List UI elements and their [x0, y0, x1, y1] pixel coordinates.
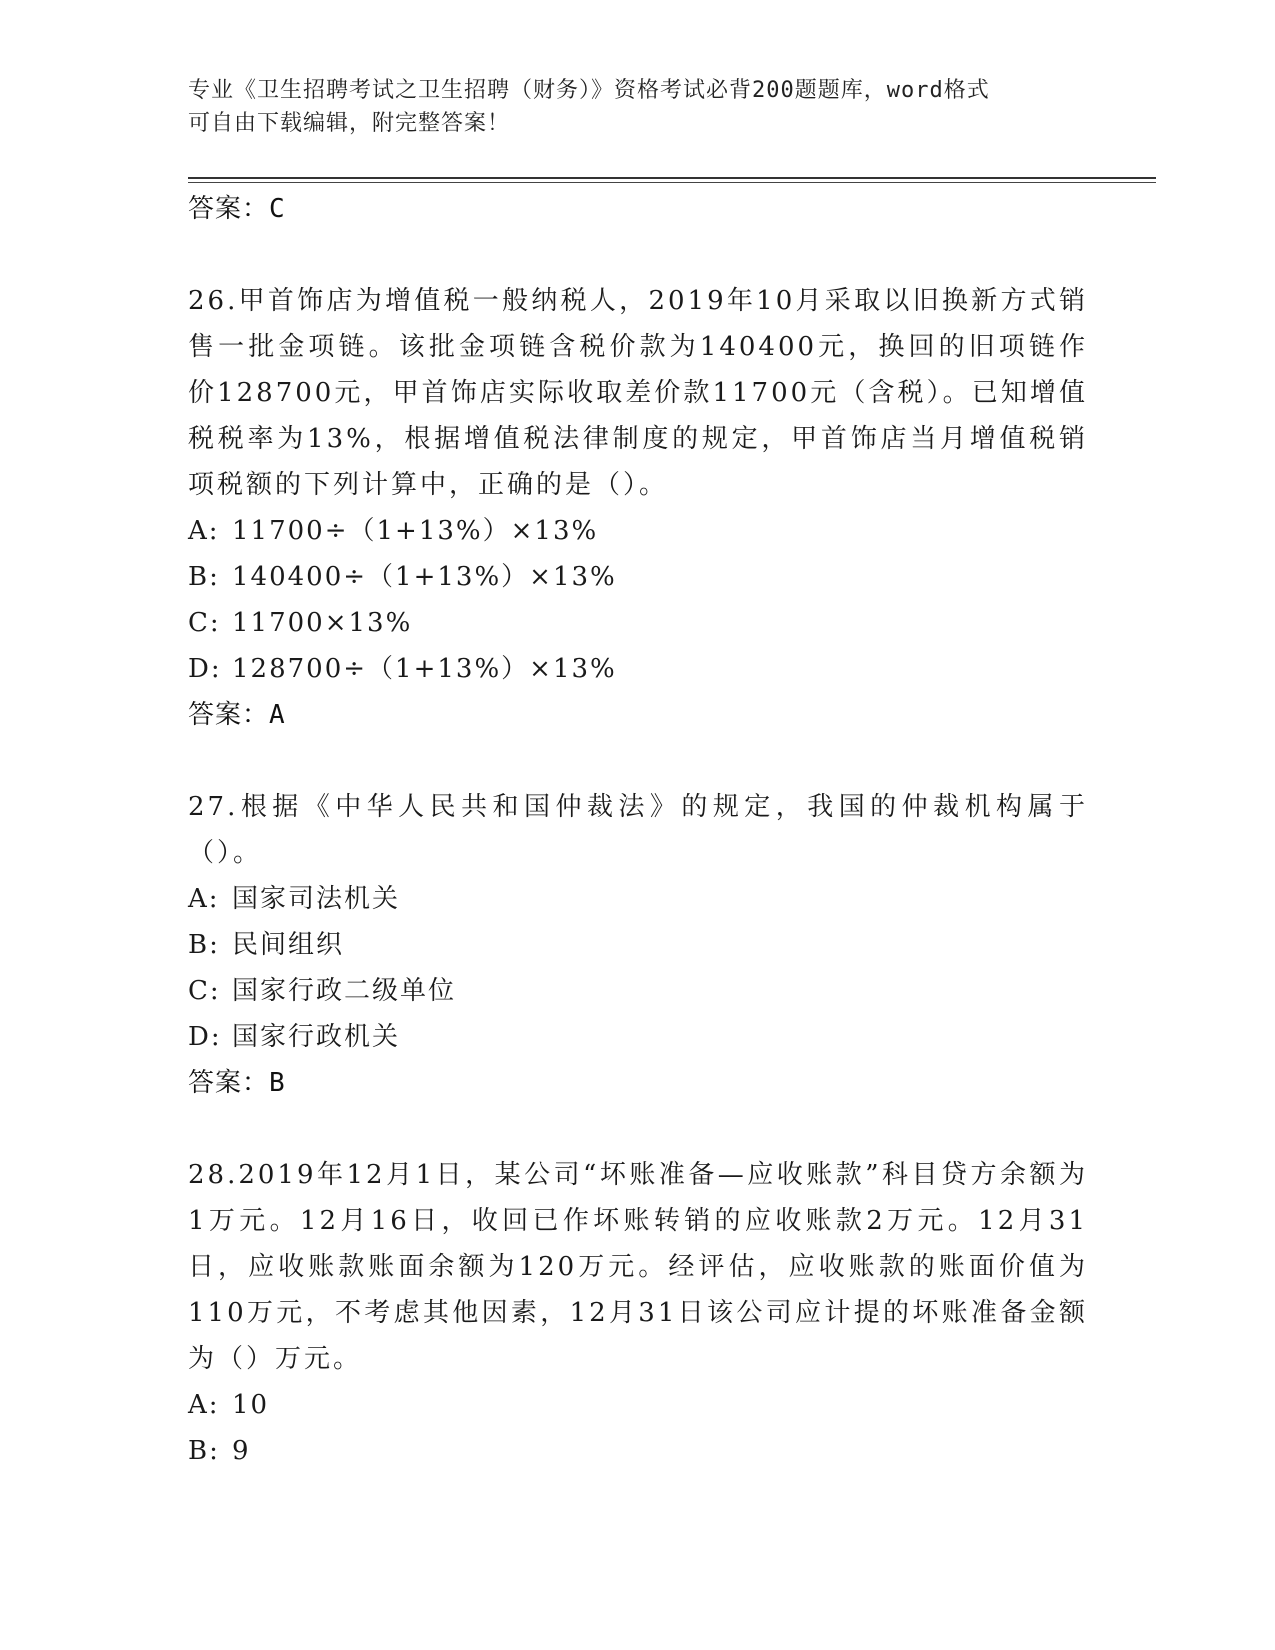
option-a [188, 876, 1088, 922]
option-b [188, 1428, 1088, 1474]
option-text: 民间组织 [232, 930, 345, 960]
spacer [188, 738, 1088, 784]
option-text: 128700÷（1+13%）×13% [232, 654, 617, 684]
answer-line: 答案：A [188, 700, 286, 730]
document-header [188, 74, 1068, 140]
option-letter: A: [188, 516, 220, 546]
option-text: 国家行政机关 [232, 1022, 401, 1052]
option-text: 9 [232, 1436, 251, 1466]
spacer [188, 1106, 1088, 1152]
header-divider-thin [188, 182, 1156, 183]
question-list [188, 186, 1088, 1474]
answer-line: 答案：C [188, 194, 286, 224]
question-text: 27.根据《中华人民共和国仲裁法》的规定，我国的仲裁机构属于（）。 [188, 792, 1088, 868]
option-letter: B: [188, 930, 220, 960]
option-b [188, 922, 1088, 968]
option-letter: A: [188, 884, 220, 914]
option-letter: B: [188, 1436, 220, 1466]
option-c [188, 968, 1088, 1014]
header-divider-thick [188, 177, 1156, 179]
option-d [188, 1014, 1088, 1060]
question-block [188, 1152, 1088, 1474]
header-line-1: 专业《卫生招聘考试之卫生招聘（财务）》资格考试必背200题题库，word格式 [188, 78, 990, 103]
header-line-2: 可自由下载编辑，附完整答案！ [188, 111, 511, 136]
option-text: 11700÷（1+13%）×13% [232, 516, 599, 546]
option-text: 国家行政二级单位 [232, 976, 457, 1006]
option-text: 10 [232, 1390, 270, 1420]
option-a [188, 508, 1088, 554]
option-a [188, 1382, 1088, 1428]
option-c [188, 600, 1088, 646]
option-text: 11700×13% [232, 608, 413, 638]
option-letter: A: [188, 1390, 220, 1420]
question-text: 28.2019年12月1日，某公司“坏账准备—应收账款”科目贷方余额为1万元。12月16日，收回已作坏账转销的应收账款2万元。12月31日，应收账款账面余额为120万元。经评估，应收账款的账面价值为110万元，不考虑其他因素，12月31日该公司应计提的坏账准备金额为（）万元。 [188, 1160, 1088, 1374]
option-letter: C: [188, 608, 221, 638]
question-block [188, 784, 1088, 1106]
option-text: 140400÷（1+13%）×13% [232, 562, 617, 592]
option-d [188, 646, 1088, 692]
option-text: 国家司法机关 [232, 884, 401, 914]
option-letter: D: [188, 1022, 222, 1052]
question-block [188, 278, 1088, 738]
question-text: 26.甲首饰店为增值税一般纳税人，2019年10月采取以旧换新方式销售一批金项链。该批金项链含税价款为140400元，换回的旧项链作价128700元，甲首饰店实际收取差价款11700元（含税）。已知增值税税率为13%，根据增值税法律制度的规定，甲首饰店当月增值税销项税额的下列计算中，正确的是（）。 [188, 286, 1088, 500]
spacer [188, 232, 1088, 278]
option-letter: C: [188, 976, 221, 1006]
option-letter: D: [188, 654, 222, 684]
option-letter: B: [188, 562, 220, 592]
answer-line: 答案：B [188, 1068, 286, 1098]
option-b [188, 554, 1088, 600]
